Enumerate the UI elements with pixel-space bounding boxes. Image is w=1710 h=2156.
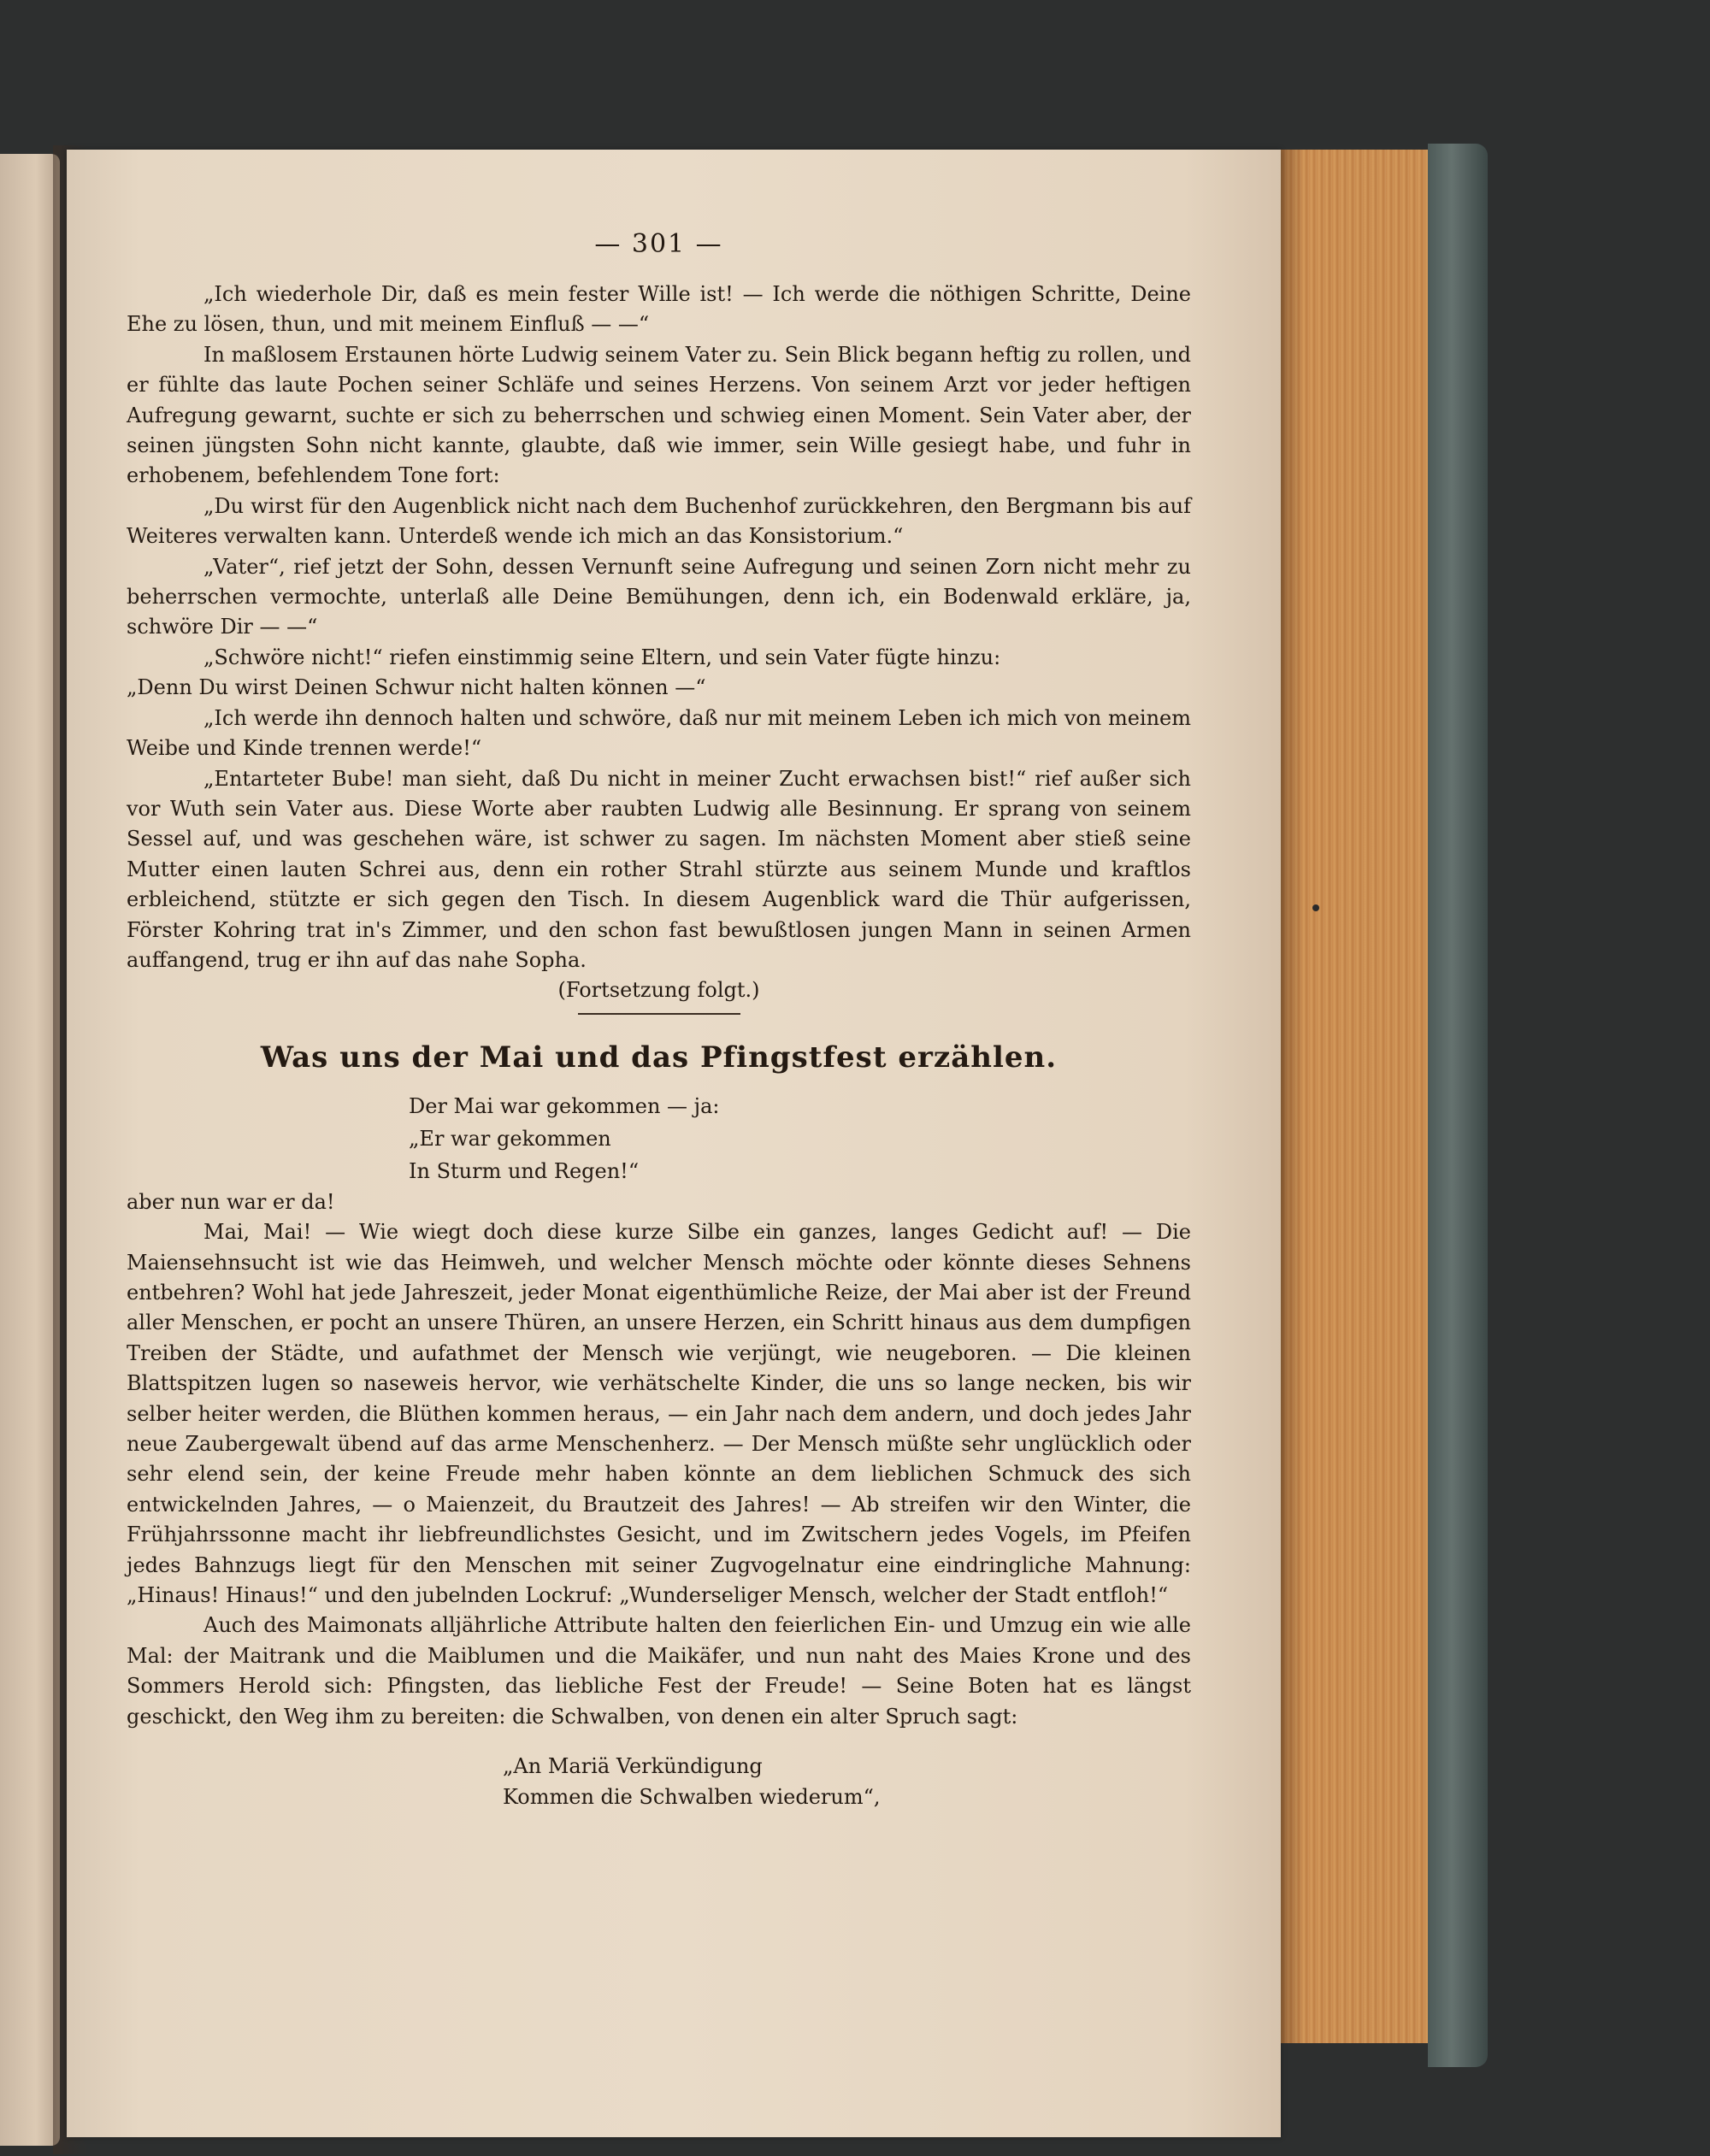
story-paragraph: „Ich werde ihn dennoch halten und schwöre, daß nur mit meinem Leben ich mich von meinem Weibe und Kinde trennen werde!“ <box>127 705 1191 761</box>
continued-note: (Fortsetzung folgt.) <box>557 978 760 1003</box>
book-cover <box>1428 144 1488 2067</box>
article-text: aber nun war er da! <box>127 1189 335 1214</box>
verse-line: Der Mai war gekommen — ja: <box>409 1093 720 1118</box>
article-paragraph: Auch des Maimonats alljährliche Attribute halten den feierlichen Ein- und Umzug ein wie alle Mal: der Maitrank und die Maiblumen und die Maikäfer, und nun naht des Maies Krone und des Sommers Herold sich: Pfingsten, das liebliche Fest der Freude! — Seine Boten hat es längst geschickt, den Weg ihm zu bereiten: die Schwalben, von denen ein alter Spruch sagt: <box>127 1613 1191 1729</box>
story-paragraph: „Schwöre nicht!“ riefen einstimmig seine Eltern, und sein Vater fügte hinzu: <box>203 645 1001 669</box>
margin-dot <box>1312 904 1319 911</box>
page-number: — 301 — <box>594 229 723 259</box>
story-ending <box>127 280 1191 1006</box>
section-divider <box>578 1013 740 1015</box>
page-text <box>127 229 1191 1812</box>
story-paragraph: In maßlosem Erstaunen hörte Ludwig seinem Vater zu. Sein Blick begann heftig zu rollen, und er fühlte das laute Pochen seiner Schläfe und seines Herzens. Von seinem Arzt vor jeder heftigen Aufregung gewarnt, suchte er sich zu beherrschen und schwieg einen Moment. Sein Vater aber, der seinen jüngsten Sohn nicht kannte, glaubte, daß wie immer, sein Wille gesiegt habe, und fuhr in erhobenem, befehlendem Tone fort: <box>127 342 1191 488</box>
closing-verse-line: „An Mariä Verkündigung <box>503 1754 763 1779</box>
story-paragraph: „Denn Du wirst Deinen Schwur nicht halten können —“ <box>127 675 706 700</box>
article-title: Was uns der Mai und das Pfingstfest erzählen. <box>260 1040 1058 1075</box>
story-paragraph: „Entarteter Bube! man sieht, daß Du nicht in meiner Zucht erwachsen bist!“ rief außer sich vor Wuth sein Vater aus. Diese Worte aber raubten Ludwig alle Besinnung. Er sprang von seinem Sessel auf, und was geschehen wäre, ist schwer zu sagen. Im nächsten Moment aber stieß seine Mutter einen lauten Schrei aus, denn ein rother Strahl stürzte aus seinem Munde und kraftlos erbleichend, stützte er sich gegen den Tisch. In diesem Augenblick ward die Thür aufgerissen, Förster Kohring trat in's Zimmer, und den schon fast bewußtlosen jungen Mann in seinen Armen auffangend, trug er ihn auf das nahe Sopha. <box>127 766 1191 972</box>
verse-line: „Er war gekommen <box>409 1126 611 1151</box>
page-edge-shadow <box>1278 150 1304 2043</box>
closing-verse-line: Kommen die Schwalben wiederum“, <box>503 1785 881 1810</box>
article-paragraph: Mai, Mai! — Wie wiegt doch diese kurze Silbe ein ganzes, langes Gedicht auf! — Die Maiensehnsucht ist wie das Heimweh, und welcher Mensch möchte oder könnte dieses Sehnens entbehren? Wohl hat jede Jahreszeit, jeder Monat eigenthümliche Reize, der Mai aber ist der Freund aller Menschen, er pocht an unsere Thüren, an unsere Herzen, ein Schritt hinaus aus dem dumpfigen Treiben der Städte, und aufathmet der Mensch wie verjüngt, wie neugeboren. — Die kleinen Blattspitzen lugen so naseweis hervor, wie verhätschelte Kinder, die uns so lange necken, bis wir selber heiter werden, die Blüthen kommen heraus, — ein Jahr nach dem andern, und doch jedes Jahr neue Zaubergewalt übend auf das arme Menschenherz. — Der Mensch müßte sehr unglücklich oder sehr elend sein, der keine Freude mehr haben könnte an dem lieblichen Schmuck des sich entwickelnden Jahres, — o Maienzeit, du Brautzeit des Jahres! — Ab streifen wir den Winter, die Frühjahrssonne macht ihr liebfreundlichstes Gesicht, und im Zwitschern jedes Vogels, im Pfeifen jedes Bahnzugs liegt für den Menschen mit seiner Zugvogelnatur eine eindringliche Mahnung: „Hinaus! Hinaus!“ und den jubelnden Lockruf: „Wunderseliger Mensch, welcher der Stadt entfloh!“ <box>127 1220 1191 1608</box>
verse-line: In Sturm und Regen!“ <box>409 1158 640 1183</box>
story-paragraph: „Du wirst für den Augenblick nicht nach dem Buchenhof zurückkehren, den Bergmann bis auf Weiteres verwalten kann. Unterdeß wende ich mich an das Konsistorium.“ <box>127 493 1191 549</box>
article <box>127 1040 1191 1812</box>
story-paragraph: „Vater“, rief jetzt der Sohn, dessen Vernunft seine Aufregung und seinen Zorn nicht mehr zu beherrschen vermochte, unterlaß alle Deine Bemühungen, denn ich, ein Bodenwald erkläre, ja, schwöre Dir — —“ <box>127 554 1191 639</box>
left-page-edge <box>0 154 60 2146</box>
story-paragraph: „Ich wiederhole Dir, daß es mein fester Wille ist! — Ich werde die nöthigen Schritte, Deine Ehe zu lösen, thun, und mit meinem Einfluß — —“ <box>127 282 1191 337</box>
